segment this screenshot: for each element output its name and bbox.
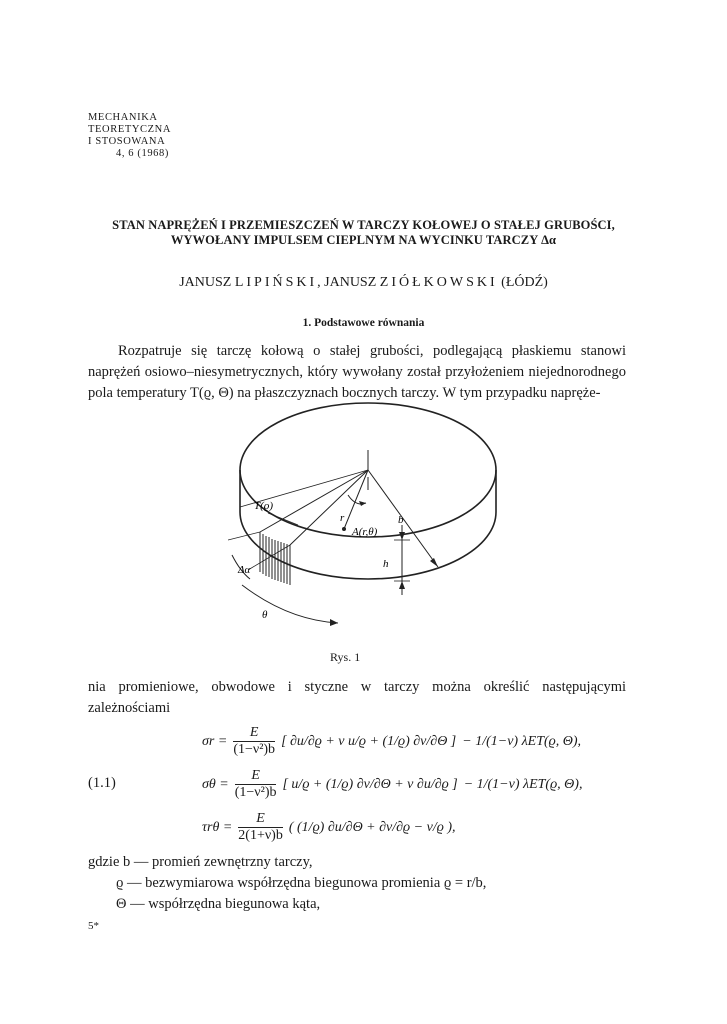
label-h: h bbox=[383, 558, 389, 570]
equation-1 bbox=[198, 725, 583, 758]
author1-last: LIPIŃSKI bbox=[234, 275, 318, 290]
title-line-2: WYWOŁANY IMPULSEM CIEPLNYM NA WYCINKU TARCZY Δα bbox=[170, 233, 557, 247]
journal-header bbox=[88, 112, 171, 160]
journal-line: I STOSOWANA bbox=[88, 136, 166, 147]
eq2-den: (1−ν²)b bbox=[234, 785, 277, 800]
equation-2 bbox=[198, 768, 584, 801]
label-b: b bbox=[398, 514, 404, 526]
figure-caption: Rys. 1 bbox=[330, 650, 361, 664]
equation-number: (1.1) bbox=[88, 775, 116, 791]
point-A bbox=[342, 527, 346, 531]
journal-line: MECHANIKA bbox=[88, 112, 158, 123]
eq3-num: E bbox=[238, 811, 283, 828]
definition-theta: Θ — współrzędna biegunowa kąta, bbox=[116, 896, 321, 912]
label-A: A(r,θ) bbox=[352, 526, 378, 538]
journal-issue: 4, 6 (1968) bbox=[116, 148, 169, 159]
author2-first: JANUSZ bbox=[324, 275, 380, 290]
section-heading: 1. Podstawowe równania bbox=[302, 317, 425, 329]
eq1-den: (1−ν²)b bbox=[233, 742, 276, 757]
equation-3 bbox=[198, 811, 459, 844]
eq1-num: E bbox=[233, 725, 275, 742]
page-mark: 5* bbox=[88, 920, 99, 932]
journal-line: TEORETYCZNA bbox=[88, 124, 172, 135]
h-arrow-bottom bbox=[399, 581, 405, 589]
definition-rho: ϱ — bezwymiarowa współrzędna biegunowa promienia ϱ = r/b, bbox=[116, 875, 487, 891]
theta-arrow bbox=[330, 619, 338, 626]
radial-line-1 bbox=[260, 470, 368, 532]
arrow-b bbox=[430, 558, 438, 567]
T-leader bbox=[268, 513, 298, 525]
paragraph-2: nia promieniowe, obwodowe i styczne w tarczy można określić następującymi zależnościami bbox=[88, 679, 626, 716]
paper-title bbox=[60, 218, 667, 248]
eq2-tail: − 1/(1−ν) λET(ϱ, Θ), bbox=[463, 776, 583, 792]
author-separator: , bbox=[317, 275, 325, 290]
eq1-lhs: σr = bbox=[202, 733, 228, 749]
angle-arrow bbox=[359, 501, 366, 506]
label-T: T(ϱ) bbox=[254, 500, 274, 512]
hatched-sector bbox=[260, 532, 290, 585]
paragraph-1: Rozpatruje się tarczę kołową o stałej grubości, podlegającą płaskiemu stanowi naprężeń osiowo–niesymetrycznych, który wywołany został przyłożeniem niejednorodnego pola temperatury T(ϱ, Θ) na płaszczyznach bocznych tarczy. W tym przypadku napręże- bbox=[88, 343, 626, 401]
eq2-bracket: [ u/ϱ + (1/ϱ) ∂v/∂Θ + ν ∂u/∂ϱ ] bbox=[282, 776, 458, 792]
radius-r-vector bbox=[344, 470, 368, 529]
title-line-1: STAN NAPRĘŻEŃ I PRZEMIESZCZEŃ W TARCZY KOŁOWEJ O STAŁEJ GRUBOŚCI, bbox=[112, 218, 615, 232]
eq3-lhs: τrθ = bbox=[202, 819, 233, 835]
eq2-num: E bbox=[235, 768, 277, 785]
author1-first: JANUSZ bbox=[179, 275, 235, 290]
eq1-tail: − 1/(1−ν) λET(ϱ, Θ), bbox=[462, 733, 582, 749]
authors bbox=[60, 275, 667, 291]
eq1-bracket: [ ∂u/∂ϱ + ν u/ϱ + (1/ϱ) ∂v/∂Θ ] bbox=[281, 733, 457, 749]
affiliation: (ŁÓDŹ) bbox=[497, 275, 548, 290]
label-theta: θ bbox=[262, 609, 268, 621]
label-r: r bbox=[340, 512, 345, 524]
label-delta-alpha: Δα bbox=[238, 564, 251, 576]
figure-disc bbox=[228, 395, 518, 650]
h-arrow-top bbox=[399, 532, 405, 540]
theta-arc bbox=[242, 585, 338, 623]
disc-diagram bbox=[228, 395, 518, 645]
definition-b: gdzie b — promień zewnętrzny tarczy, bbox=[88, 854, 313, 870]
definitions bbox=[88, 852, 486, 915]
author2-last: ZIÓŁKOWSKI bbox=[379, 275, 498, 290]
eq3-den: 2(1+ν)b bbox=[238, 828, 283, 843]
eq3-bracket: ( (1/ϱ) ∂u/∂Θ + ∂v/∂ϱ − v/ϱ ), bbox=[288, 819, 456, 835]
eq2-lhs: σθ = bbox=[202, 776, 229, 792]
ext-line-1 bbox=[228, 532, 260, 540]
